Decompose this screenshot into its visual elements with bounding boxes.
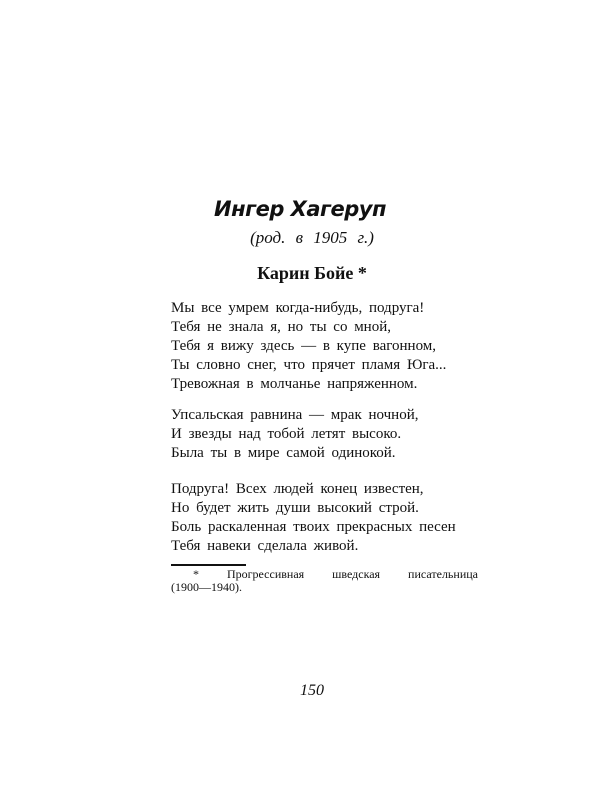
poem-line: Боль раскаленная твоих прекрасных песен xyxy=(171,519,456,535)
footnote-dates: (1900—1940). xyxy=(171,580,242,594)
poem-line: Ты словно снег, что прячет пламя Юга... xyxy=(171,357,447,373)
footnote xyxy=(171,568,478,594)
poem-line: И звезды над тобой летят высоко. xyxy=(171,426,402,442)
poem-line: Упсальская равнина — мрак ночной, xyxy=(171,407,419,423)
poem-stanza-1 xyxy=(171,299,491,394)
footnote-text: * Прогрессивная шведская писательница xyxy=(193,567,478,581)
page-number: 150 xyxy=(300,682,324,699)
poem-line: Тревожная в молчанье напряженном. xyxy=(171,376,418,392)
footnote-divider xyxy=(171,564,246,566)
poem-line: Тебя не знала я, но ты со мной, xyxy=(171,319,391,335)
poem-title: Карин Бойе * xyxy=(257,263,367,283)
poem-line: Тебя я вижу здесь — в купе вагонном, xyxy=(171,338,437,354)
poem-line: Подруга! Всех людей конец известен, xyxy=(171,481,424,497)
author-name: Ингер Хагеруп xyxy=(214,197,386,221)
poem-stanza-2 xyxy=(171,406,491,463)
author-years: (род. в 1905 г.) xyxy=(250,228,374,247)
poem-line: Но будет жить души высокий строй. xyxy=(171,500,419,516)
poem-line: Была ты в мире самой одинокой. xyxy=(171,445,396,461)
poem-stanza-3 xyxy=(171,480,491,556)
poem-line: Мы все умрем когда-нибудь, подруга! xyxy=(171,300,425,316)
poem-line: Тебя навеки сделала живой. xyxy=(171,538,359,554)
